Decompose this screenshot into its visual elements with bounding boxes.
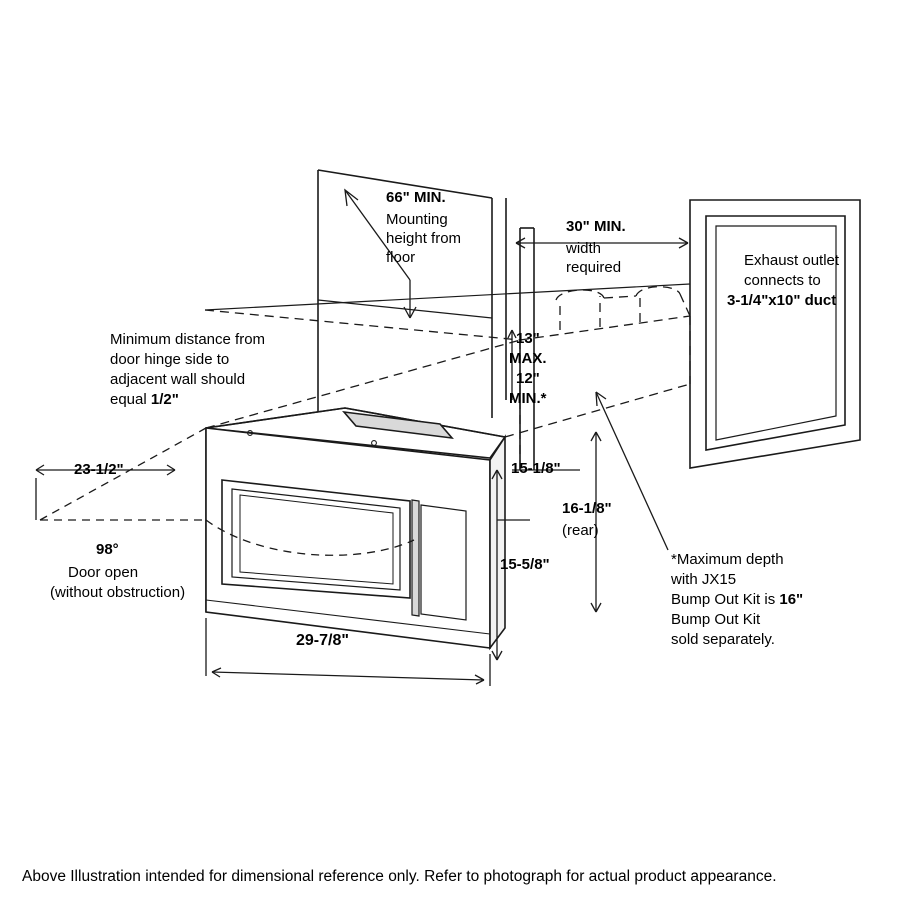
hinge-clearance-line1: Minimum distance from: [110, 331, 266, 348]
min-depth-label: MIN.*: [509, 390, 547, 407]
exhaust-outlet-line1: Exhaust outlet: [744, 252, 840, 269]
max-depth-label: MAX.: [509, 350, 547, 367]
depth-left-dimension: 23-1/2": [74, 461, 124, 478]
exhaust-outlet-line2: connects to: [744, 272, 821, 289]
width-front-dimension: 29-7/8": [296, 632, 349, 649]
door-open-line2: (without obstruction): [50, 584, 186, 601]
mounting-height-text: Mounting height from floor: [386, 211, 462, 266]
footer-disclaimer: Above Illustration intended for dimensional reference only. Refer to photograph for actual product appearance.: [22, 868, 777, 885]
bump-out-note-line4: Bump Out Kit: [671, 611, 761, 628]
max-depth-13-dimension: 13": [516, 330, 540, 347]
bump-out-note-line3: [671, 591, 803, 610]
hinge-clearance-dimension: 1/2": [150, 391, 179, 408]
height-front-dimension: 15-5/8": [500, 556, 550, 573]
mounting-height-dimension: 66" MIN.: [386, 189, 446, 206]
depth-rear-note: (rear): [562, 522, 599, 539]
door-open-angle: 98°: [96, 541, 119, 558]
hinge-clearance-line4: [110, 391, 179, 410]
width-required-dimension: 30" MIN.: [566, 218, 626, 235]
bump-out-depth-dimension: 16": [779, 591, 804, 608]
bump-out-note-line5: sold separately.: [671, 631, 775, 648]
width-required-text: width required: [566, 240, 622, 276]
hinge-clearance-line2: door hinge side to: [110, 351, 230, 368]
hinge-clearance-line3: adjacent wall should: [110, 371, 246, 388]
bump-out-note-line1: *Maximum depth: [671, 551, 784, 568]
hinge-clearance-line4-prefix: equal: [110, 391, 151, 408]
bump-out-note-line2: with JX15: [671, 571, 737, 588]
bump-out-note-line3-prefix: Bump Out Kit is: [671, 591, 780, 608]
depth-rear-dimension: 16-1/8": [562, 500, 612, 517]
depth-top-right-dimension: 15-1/8": [511, 460, 561, 477]
door-open-line1: Door open: [68, 564, 139, 581]
min-depth-12-dimension: 12": [516, 370, 540, 387]
exhaust-duct-size: 3-1/4"x10" duct: [727, 292, 837, 309]
